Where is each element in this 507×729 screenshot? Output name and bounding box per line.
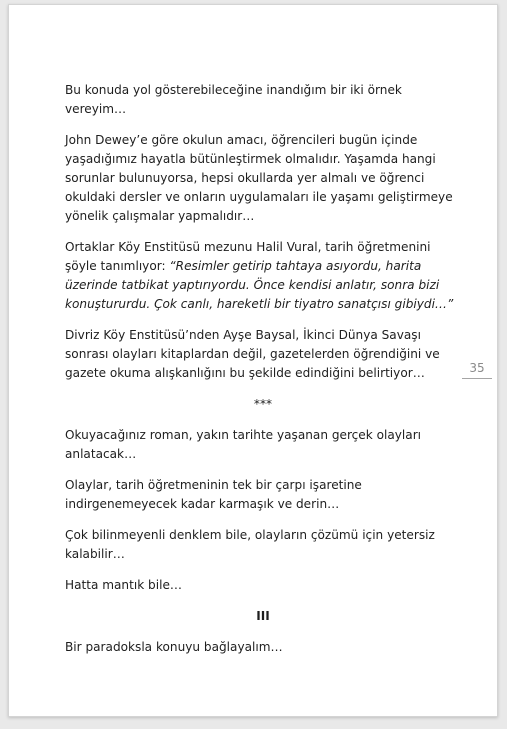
page-body (65, 81, 461, 669)
paragraph-5: Okuyacağınız roman, yakın tarihte yaşanan gerçek olayları anlatacak… (65, 428, 422, 461)
paragraph-1: Bu konuda yol gösterebileceğine inandığım bir iki örnek vereyim… (65, 83, 402, 116)
paragraph-2: John Dewey’e göre okulun amacı, öğrencileri bugün içinde yaşadığımız hayatla bütünleştirmek olmalıdır. Yaşamda hangi sorunlar bulunuyorsa, hepsi okullarda yer almalı ve öğrenci okuldaki dersler ve onların uygulamaları ile yaşamı geliştirmeye yönelik çalışmalar yapmalıdır… (65, 133, 453, 223)
paragraph-9: Bir paradoksla konuyu bağlayalım… (65, 640, 283, 654)
paragraph-4: Divriz Köy Enstitüsü’nden Ayşe Baysal, İkinci Dünya Savaşı sonrası olayları kitaplardan değil, gazetelerden öğrendiğini ve gazete okuma alışkanlığını bu şekilde edindiğini belirtiyor… (65, 328, 440, 380)
section-heading-iii: III (256, 609, 270, 623)
paragraph-6: Olaylar, tarih öğretmeninin tek bir çarpı işaretine indirgenemeyecek kadar karmaşık ve derin… (65, 478, 362, 511)
paragraph-3 (65, 238, 461, 314)
separator-asterisks: *** (253, 397, 273, 411)
paragraph-3-lead: Ortaklar Köy Enstitüsü mezunu Halil Vural, tarih öğretmenini şöyle tanımlıyor: (65, 240, 431, 273)
page-number: 35 (462, 361, 492, 379)
document-page (8, 4, 498, 717)
paragraph-8: Hatta mantık bile… (65, 578, 182, 592)
paragraph-7: Çok bilinmeyenli denklem bile, olayların çözümü için yetersiz kalabilir… (65, 528, 435, 561)
paragraph-3-quote: “Resimler getirip tahtaya asıyordu, harita üzerinde tatbikat yaptırıyordu. Önce kendisi anlatır, sonra bizi konuştururdu. Çok canlı, hareketli bir tiyatro sanatçısı gibiydi…” (65, 259, 454, 311)
